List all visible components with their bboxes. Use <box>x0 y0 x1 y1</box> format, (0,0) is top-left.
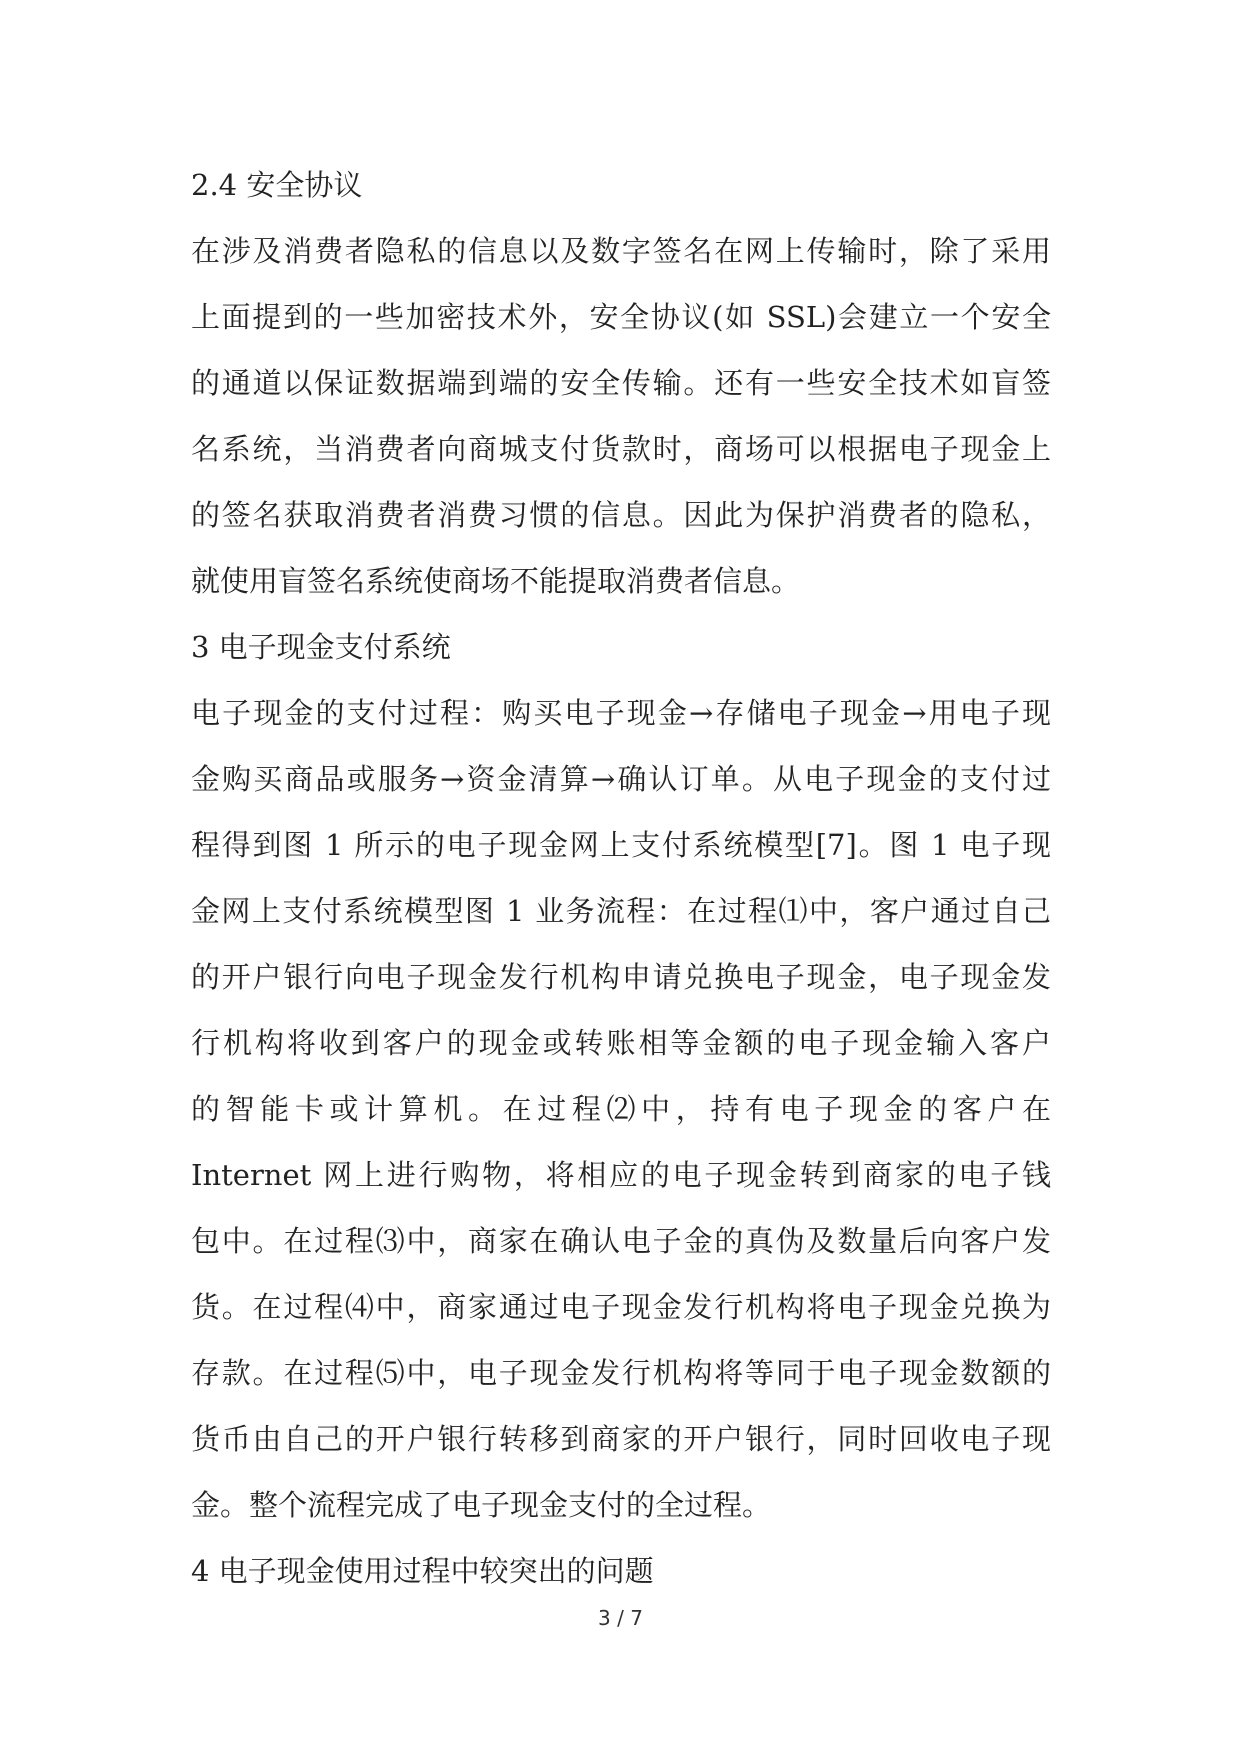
paragraph-line: 行机构将收到客户的现金或转账相等金额的电子现金输入客户 <box>191 1026 1051 1060</box>
paragraph-line: 的签名获取消费者消费习惯的信息。因此为保护消费者的隐私， <box>191 498 1051 532</box>
document-body <box>191 152 1051 1604</box>
paragraph-line: 电子现金的支付过程：购买电子现金→存储电子现金→用电子现 <box>191 696 1051 730</box>
paragraph-line: 在涉及消费者隐私的信息以及数字签名在网上传输时，除了采用 <box>191 234 1051 268</box>
section-heading-ecash-problems: 4 电子现金使用过程中较突出的问题 <box>191 1554 654 1588</box>
paragraph-line: 名系统，当消费者向商城支付货款时，商场可以根据电子现金上 <box>191 432 1051 466</box>
paragraph-line: 上面提到的一些加密技术外，安全协议(如 SSL)会建立一个安全 <box>191 300 1051 334</box>
paragraph-line: Internet 网上进行购物，将相应的电子现金转到商家的电子钱 <box>191 1158 1051 1192</box>
paragraph-line: 货币由自己的开户银行转移到商家的开户银行，同时回收电子现 <box>191 1422 1051 1456</box>
paragraph-line: 金购买商品或服务→资金清算→确认订单。从电子现金的支付过 <box>191 762 1051 796</box>
paragraph-line: 的通道以保证数据端到端的安全传输。还有一些安全技术如盲签 <box>191 366 1051 400</box>
page-number: 3 / 7 <box>598 1606 643 1630</box>
paragraph-line: 包中。在过程⑶中，商家在确认电子金的真伪及数量后向客户发 <box>191 1224 1051 1258</box>
paragraph-line: 存款。在过程⑸中，电子现金发行机构将等同于电子现金数额的 <box>191 1356 1051 1390</box>
section-heading-security-protocol: 2.4 安全协议 <box>191 168 363 202</box>
paragraph-line: 金网上支付系统模型图 1 业务流程：在过程⑴中，客户通过自己 <box>191 894 1051 928</box>
paragraph-line: 货。在过程⑷中，商家通过电子现金发行机构将电子现金兑换为 <box>191 1290 1051 1324</box>
section-heading-ecash-payment-system: 3 电子现金支付系统 <box>191 630 451 664</box>
paragraph-line: 的智能卡或计算机。在过程⑵中，持有电子现金的客户在 <box>191 1092 1051 1126</box>
paragraph-line: 的开户银行向电子现金发行机构申请兑换电子现金，电子现金发 <box>191 960 1051 994</box>
paragraph-line: 程得到图 1 所示的电子现金网上支付系统模型[7]。图 1 电子现 <box>191 828 1051 862</box>
paragraph-line: 就使用盲签名系统使商场不能提取消费者信息。 <box>191 564 801 598</box>
paragraph-line: 金。整个流程完成了电子现金支付的全过程。 <box>191 1488 772 1522</box>
